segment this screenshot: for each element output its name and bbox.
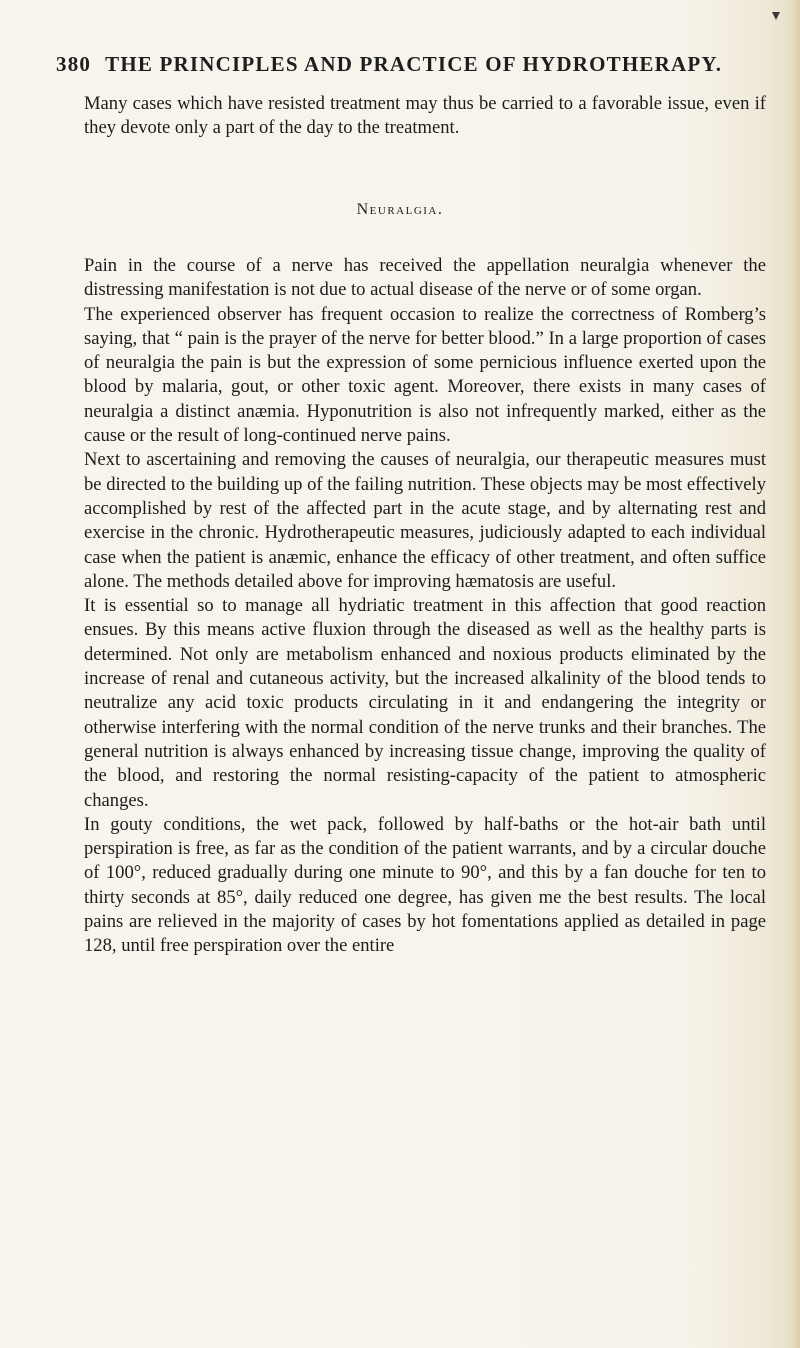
running-header	[56, 49, 723, 79]
paragraph-4: It is essential so to manage all hydriatic treatment in this affection that good reaction ensues. By this means active fluxion through the diseased as well as the healthy parts is determined. Not only are metabolism enhanced and noxious products eliminated by the increase of renal and cutaneous activity, but the increased alkalinity of the blood tends to neutralize any acid toxic products circulating in it and endangering the integrity or otherwise interfering with the normal condition of the nerve trunks and their branches. The general nutrition is always enhanced by increasing tissue change, improving the quality of the blood, and restoring the normal resisting-capacity of the patient to atmospheric changes.	[84, 595, 766, 811]
page-number: 380	[56, 52, 92, 76]
intro-paragraph-block	[84, 92, 766, 141]
section-heading: Neuralgia.	[356, 201, 444, 218]
paragraph-5: In gouty conditions, the wet pack, followed by half-baths or the hot-air bath until perspiration is free, as far as the condition of the patient warrants, and by a circular douche of 100°, reduced gradually during one minute to 90°, and this by a fan douche for ten to thirty seconds at 85°, daily reduced one degree, has given me the best results. The local pains are relieved in the majority of cases by hot fomentations applied as detailed in page 128, until free perspiration over the entire	[84, 813, 766, 957]
paragraph-3: Next to ascertaining and removing the causes of neuralgia, our therapeutic measures must be directed to the building up of the failing nutrition. These objects may be most effectively accomplished by rest of the affected part in the acute stage, and by alternating rest and exercise in the chronic. Hydrotherapeutic measures, judiciously adapted to each individual case when the patient is anæmic, enhance the efficacy of other treatment, and often suffice alone. The methods detailed above for improving hæmatosis are useful.	[84, 449, 766, 592]
running-title: THE PRINCIPLES AND PRACTICE OF HYDROTHERAPY.	[105, 52, 723, 76]
body-text	[84, 254, 766, 959]
paragraph-2: The experienced observer has frequent occasion to realize the correctness of Romberg’s saying, that “ pain is the prayer of the nerve for better blood.” In a large proportion of cases of neuralgia the pain is but the expression of some pernicious influence exerted upon the blood by malaria, gout, or other toxic agent. Moreover, there exists in many cases of neuralgia a distinct anæmia. Hyponutrition is also not infrequently marked, either as the cause or the result of long-continued nerve pains.	[84, 303, 766, 447]
corner-mark-icon	[772, 12, 780, 20]
paragraph-1: Pain in the course of a nerve has received the appellation neuralgia whenever the distressing manifestation is not due to actual disease of the nerve or of some organ.	[84, 255, 766, 301]
intro-paragraph: Many cases which have resisted treatment may thus be carried to a favorable issue, even if they devote only a part of the day to the treatment.	[84, 93, 766, 139]
